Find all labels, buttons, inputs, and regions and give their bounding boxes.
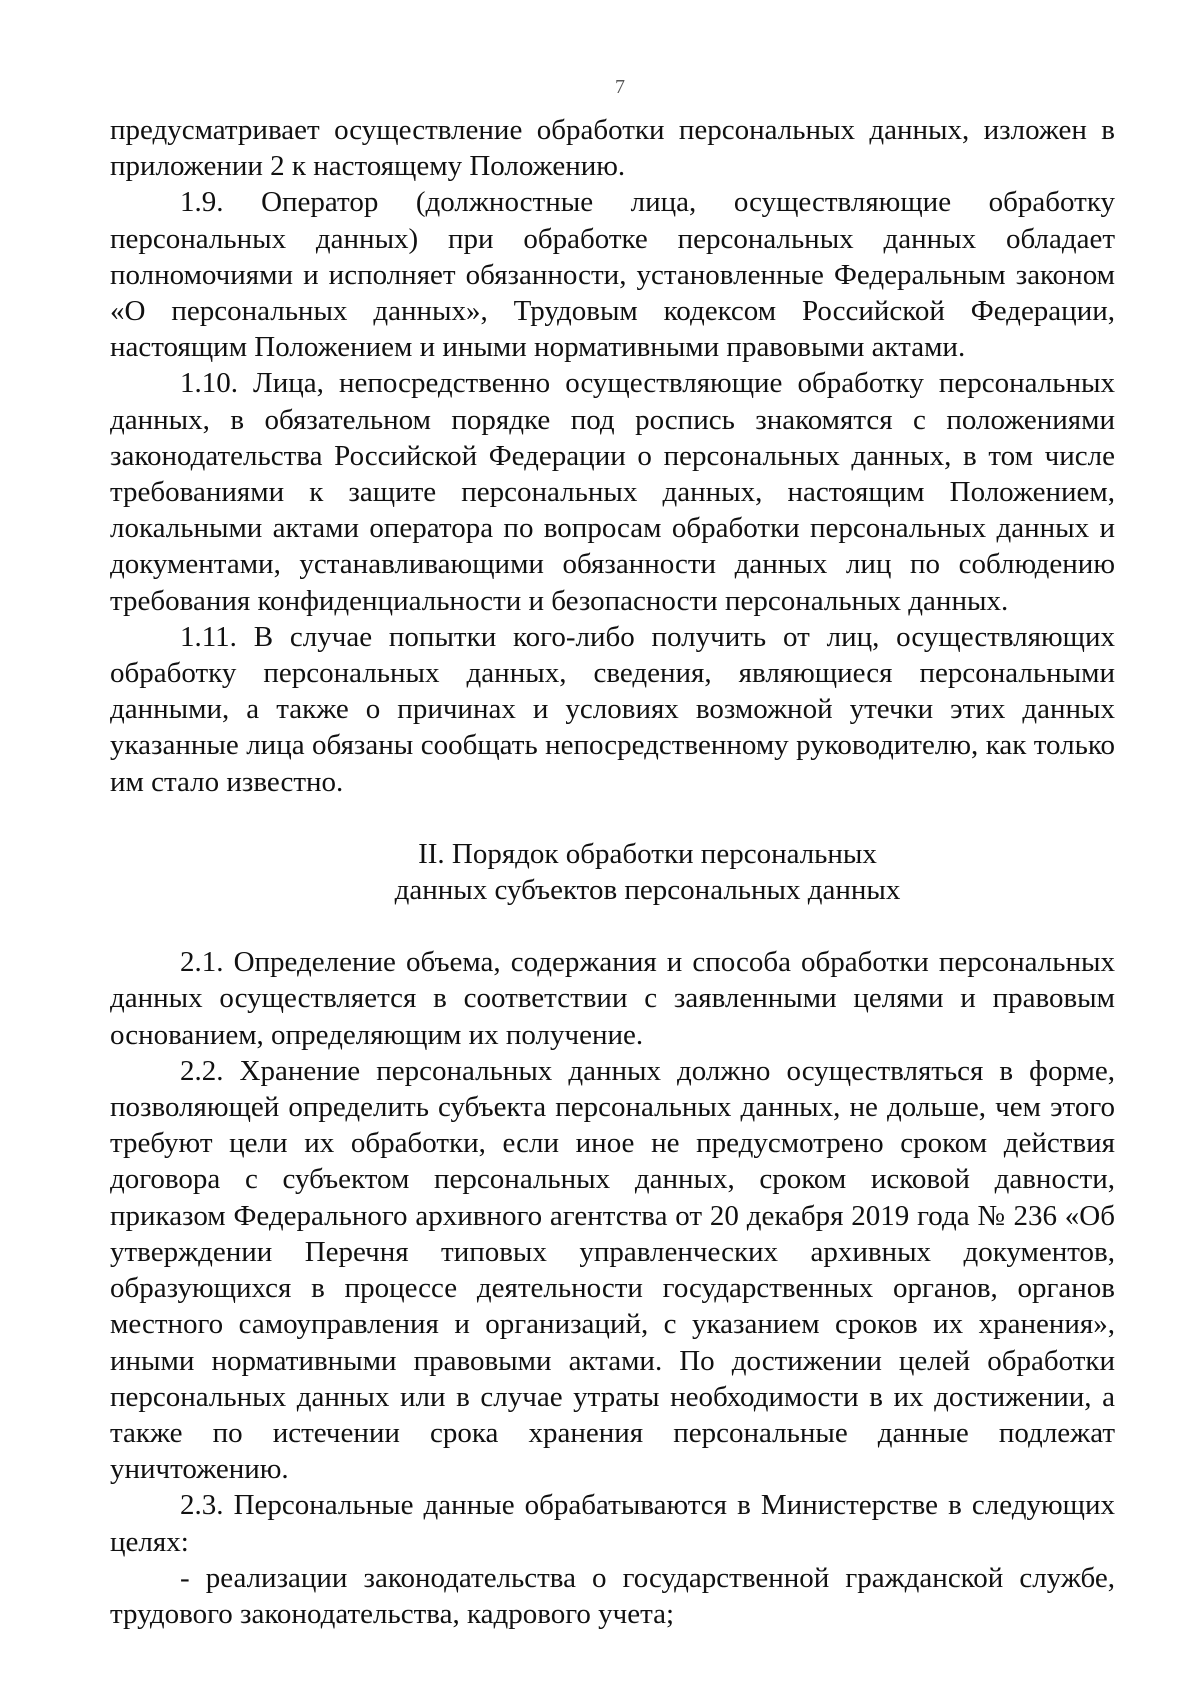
paragraph-2-3-list-item: - реализации законодательства о государственной гражданской службе, трудового законодательства, кадрового учета; <box>110 1561 1115 1630</box>
section-2-heading-line-1: II. Порядок обработки персональных <box>418 837 877 870</box>
paragraph-2-1: 2.1. Определение объема, содержания и способа обработки персональных данных осуществляется в соответствии с заявленными целями и правовым основанием, определяющим их получение. <box>110 946 1115 1051</box>
section-2-heading <box>110 836 1115 908</box>
section-2-heading-line-2: данных субъектов персональных данных <box>394 874 901 907</box>
section-1-paragraphs <box>110 112 1115 800</box>
section-2-paragraphs <box>110 944 1115 1632</box>
paragraph-2-2: 2.2. Хранение персональных данных должно осуществляться в форме, позволяющей определить субъекта персональных данных, не дольше, чем этого требуют цели их обработки, если иное не предусмотрено сроком действия договора с субъектом персональных данных, сроком исковой давности, приказом Федерального архивного агентства от 20 декабря 2019 года № 236 «Об утверждении Перечня типовых управленческих архивных документов, образующихся в процессе деятельности государственных органов, органов местного самоуправления и организаций, с указанием сроков их хранения», иными нормативными правовыми актами. По достижении целей обработки персональных данных или в случае утраты необходимости в их достижении, а также по истечении срока хранения персональные данные подлежат уничтожению. <box>110 1054 1115 1486</box>
paragraph-1-9: 1.9. Оператор (должностные лица, осуществляющие обработку персональных данных) при обработке персональных данных обладает полномочиями и исполняет обязанности, установленные Федеральным законом «О персональных данных», Трудовым кодексом Российской Федерации, настоящим Положением и иными нормативными правовыми актами. <box>110 186 1115 364</box>
document-body <box>110 112 1115 1632</box>
paragraph-1-10: 1.10. Лица, непосредственно осуществляющие обработку персональных данных, в обязательном порядке под роспись знакомятся с положениями законодательства Российской Федерации о персональных данных, в том числе требованиями к защите персональных данных, настоящим Положением, локальными актами оператора по вопросам обработки персональных данных и документами, устанавливающими обязанности данных лиц по соблюдению требования конфиденциальности и безопасности персональных данных. <box>110 367 1115 617</box>
paragraph-2-3: 2.3. Персональные данные обрабатываются в Министерстве в следующих целях: <box>110 1489 1115 1558</box>
paragraph-continuation: предусматривает осуществление обработки персональных данных, изложен в приложении 2 к настоящему Положению. <box>110 114 1115 183</box>
paragraph-1-11: 1.11. В случае попытки кого-либо получить от лиц, осуществляющих обработку персональных данных, сведения, являющиеся персональными данными, а также о причинах и условиях возможной утечки этих данных указанные лица обязаны сообщать непосредственному руководителю, как только им стало известно. <box>110 620 1115 798</box>
page-number: 7 <box>615 76 625 98</box>
